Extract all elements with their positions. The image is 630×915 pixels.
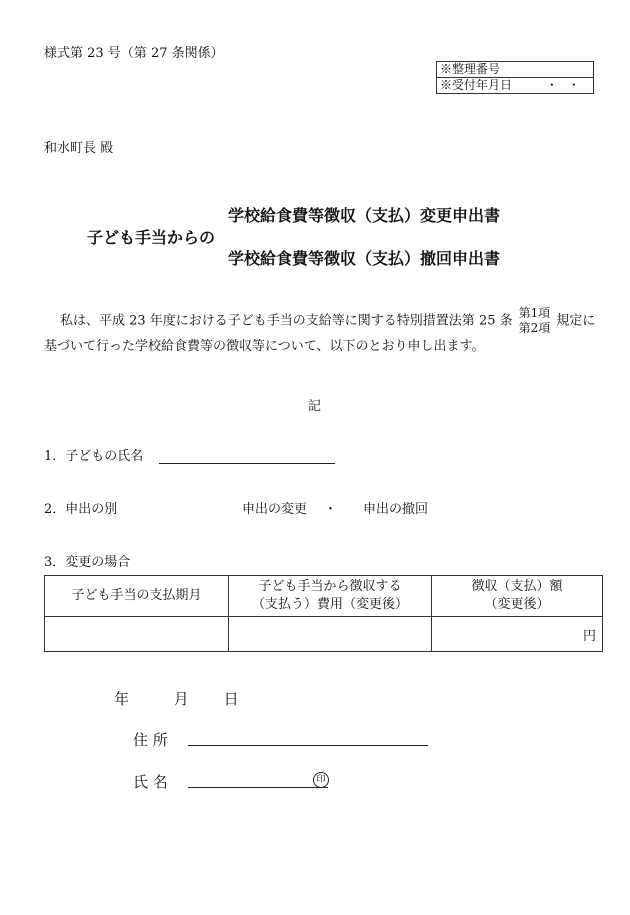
item-child-name xyxy=(44,445,335,464)
address-label: 住 所 xyxy=(133,731,168,749)
request-withdraw-option[interactable]: 申出の撤回 xyxy=(363,502,429,517)
change-table xyxy=(44,575,603,652)
date-day: 日 xyxy=(223,690,239,708)
clause-1: 第1項 xyxy=(518,306,551,320)
item-request-type-label: 2．申出の別 xyxy=(44,502,118,517)
clause-2: 第2項 xyxy=(518,321,551,335)
office-use-box xyxy=(436,61,594,94)
date-year: 年 xyxy=(114,690,130,708)
col-collected-cost-line2: （支払う）費用（変更後） xyxy=(251,597,408,612)
declaration-line1: 私は、平成 23 年度における子ども手当の支給等に関する特別措置法第 25 条 xyxy=(60,313,513,329)
name-field[interactable] xyxy=(188,772,328,788)
item-change-case-label: 3．変更の場合 xyxy=(44,555,131,570)
title-prefix: 子ども手当からの xyxy=(87,228,216,247)
name-label: 氏 名 xyxy=(133,773,168,791)
request-separator: ・ xyxy=(324,502,338,517)
office-use-date-dots: ・・ xyxy=(545,78,590,92)
title-option-change: 学校給食費等徴収（支払）変更申出書 xyxy=(228,206,501,225)
cell-payment-month[interactable] xyxy=(45,617,229,652)
cell-collected-cost[interactable] xyxy=(229,617,432,652)
address-field[interactable] xyxy=(188,730,428,746)
ki-heading: 記 xyxy=(308,399,322,414)
seal-mark: 印 xyxy=(313,772,329,788)
cell-amount[interactable] xyxy=(432,617,603,652)
col-collected-cost xyxy=(229,576,432,617)
declaration-paragraph xyxy=(44,306,604,358)
clause-choice xyxy=(519,306,551,336)
date-line xyxy=(114,688,239,709)
child-name-field[interactable] xyxy=(159,449,335,464)
child-name-label: 1．子どもの氏名 xyxy=(44,449,144,464)
form-number: 様式第 23 号（第 27 条関係） xyxy=(44,46,224,61)
col-amount xyxy=(432,576,603,617)
office-use-number: ※整理番号 xyxy=(437,62,594,78)
col-collected-cost-line1: 子ども手当から徴収する xyxy=(258,579,402,594)
yen-unit: 円 xyxy=(582,628,596,644)
title-option-withdraw: 学校給食費等徴収（支払）撤回申出書 xyxy=(228,249,501,268)
col-payment-month: 子ども手当の支払期月 xyxy=(45,576,229,617)
office-use-date xyxy=(437,78,594,94)
declaration-line2: 基づいて行った学校給食費等の徴収等について、以下のとおり申し出ます。 xyxy=(44,339,485,354)
date-month: 月 xyxy=(173,690,189,708)
office-use-date-label: ※受付年月日 xyxy=(440,78,513,92)
addressee: 和水町長 殿 xyxy=(44,141,114,156)
declaration-line1-end: 規定に xyxy=(556,313,596,329)
col-amount-line2: （変更後） xyxy=(484,597,550,612)
col-amount-line1: 徴収（支払）額 xyxy=(471,579,563,594)
request-change-option[interactable]: 申出の変更 xyxy=(242,502,308,517)
